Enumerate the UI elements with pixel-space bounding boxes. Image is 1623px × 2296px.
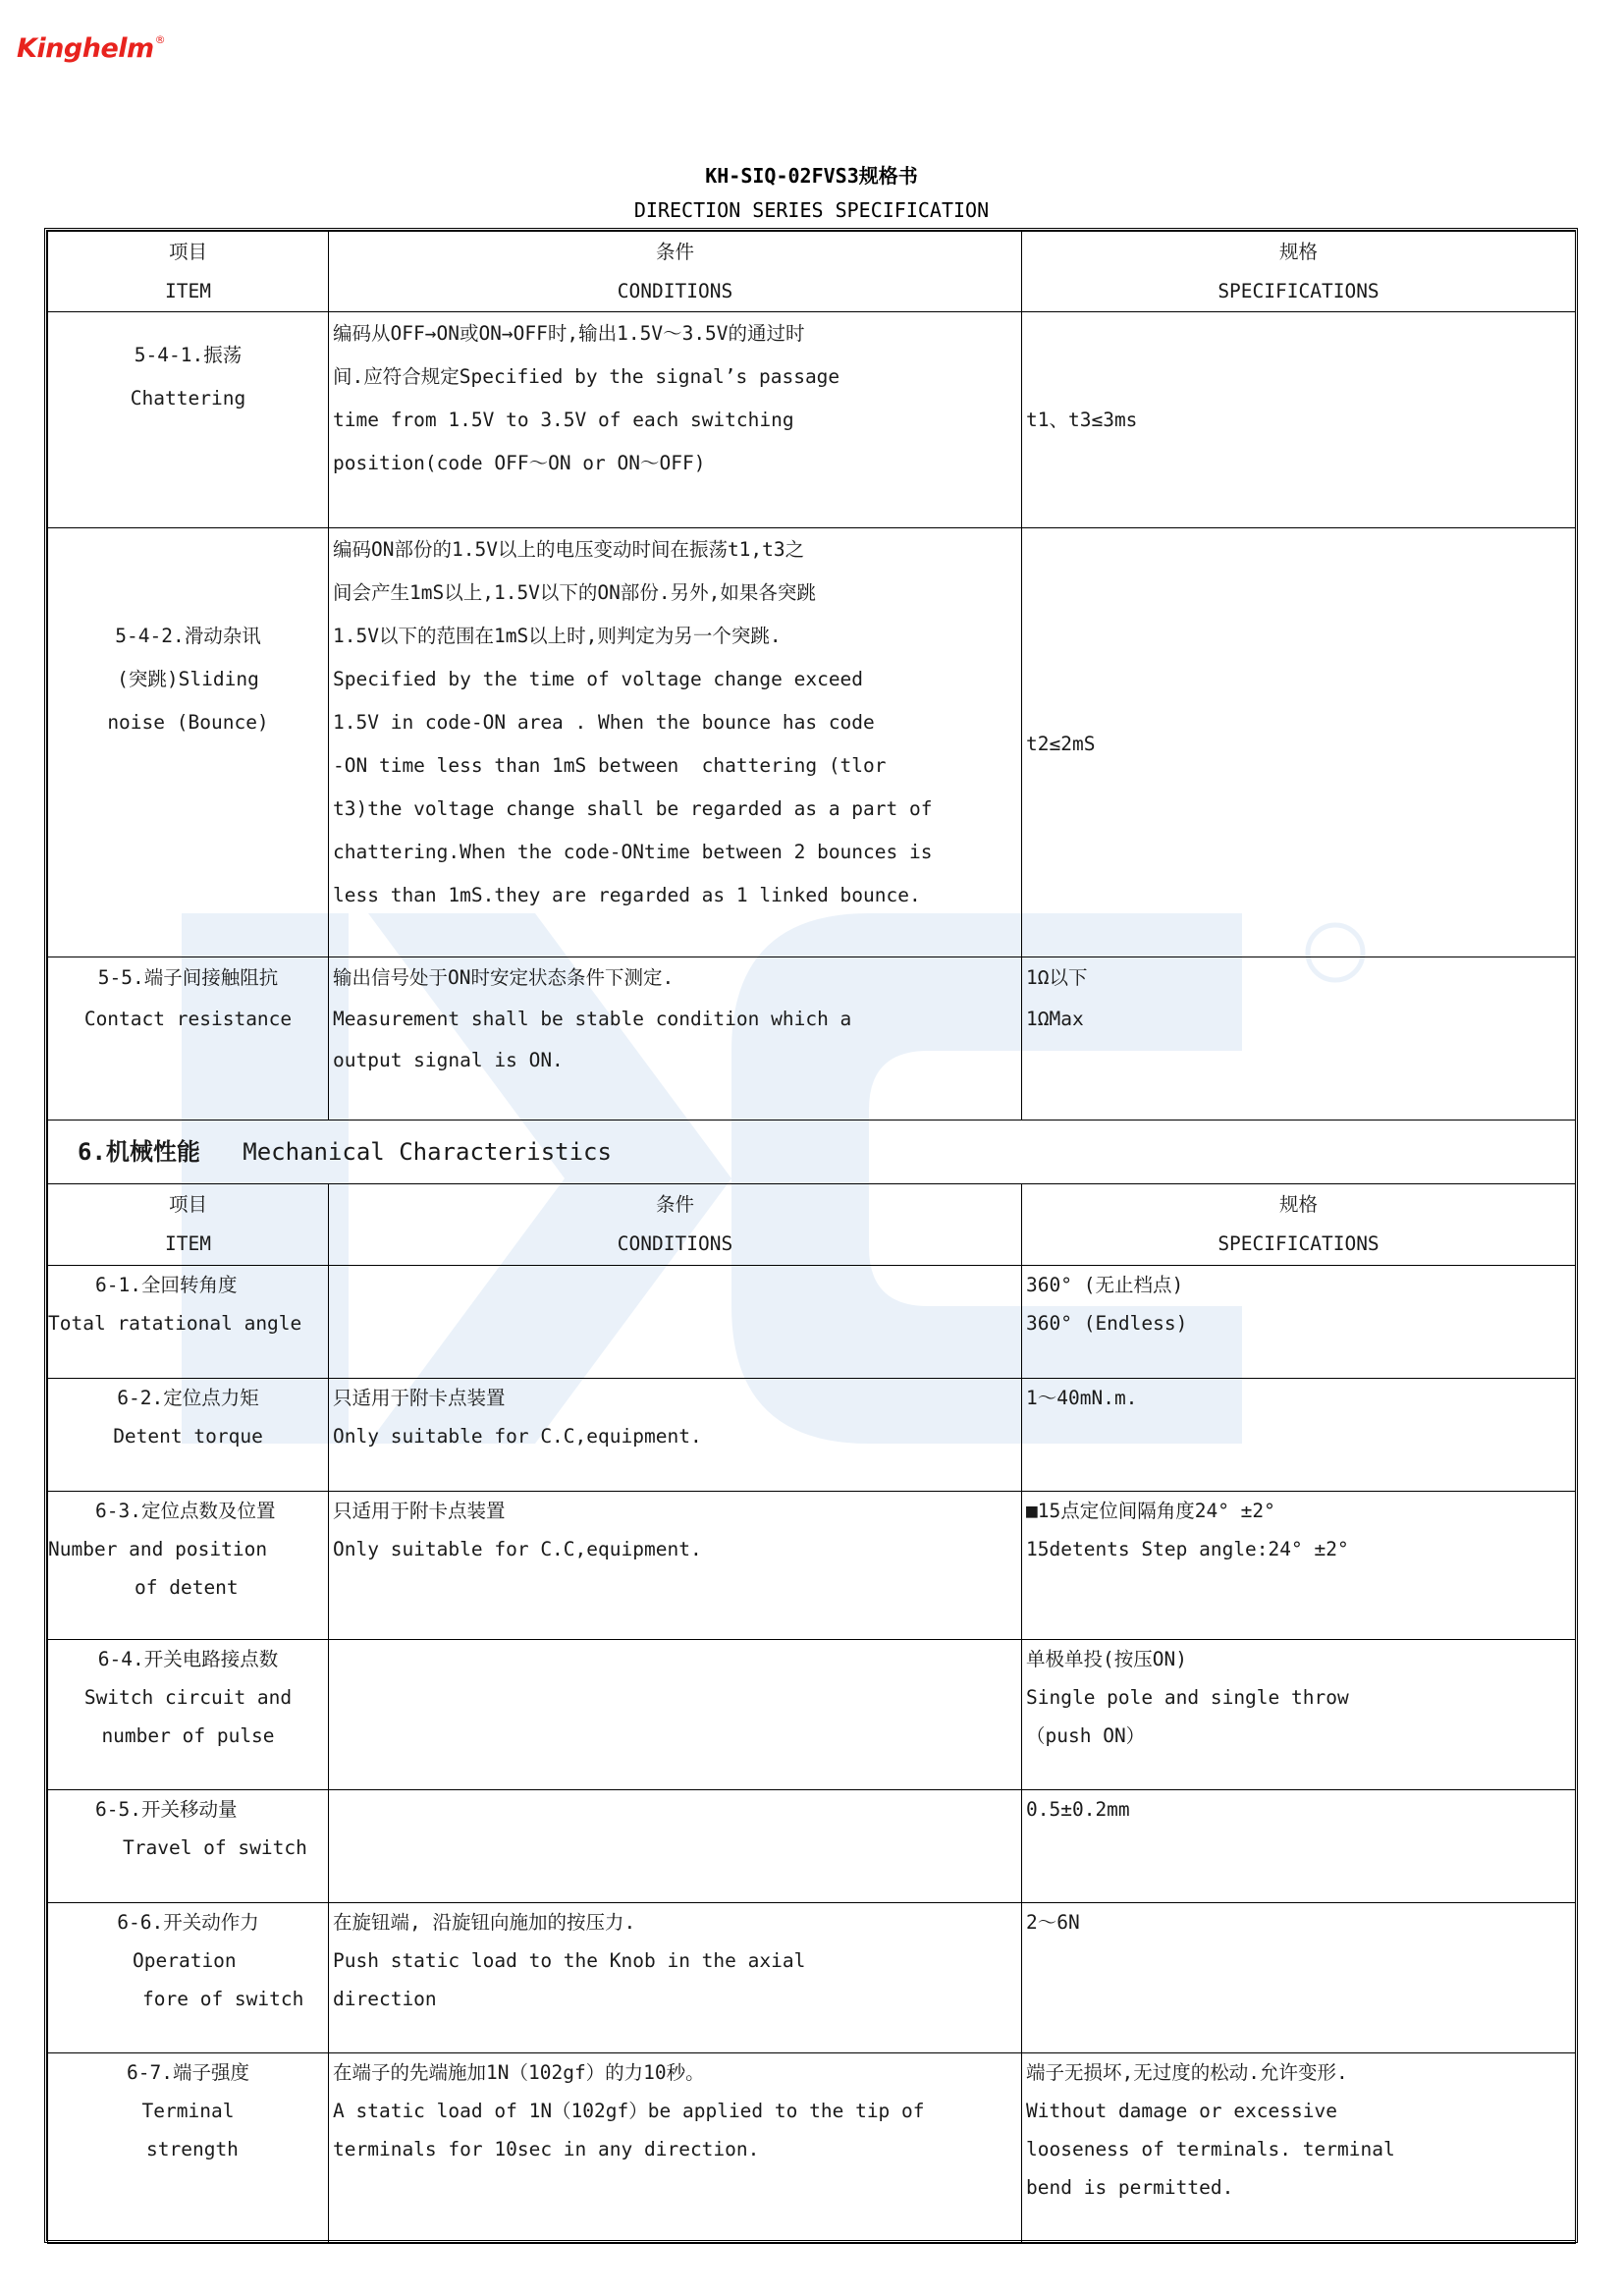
item-cell: 6-1.全回转角度 Total ratational angle bbox=[48, 1266, 329, 1379]
table-row bbox=[48, 1903, 1576, 2053]
header-conditions: 条件 CONDITIONS bbox=[329, 232, 1022, 312]
conditions-cell bbox=[329, 1266, 1022, 1379]
item-cell: 6-7.端子强度 Terminal strength bbox=[48, 2053, 329, 2244]
conditions-cell bbox=[329, 1640, 1022, 1790]
header-specifications: 规格 SPECIFICATIONS bbox=[1022, 1184, 1576, 1266]
header-item: 项目 ITEM bbox=[48, 232, 329, 312]
specifications-cell: t2≤2mS bbox=[1022, 528, 1576, 957]
item-cell: 5-4-2.滑动杂讯 (突跳)Sliding noise (Bounce) bbox=[48, 528, 329, 957]
table-row bbox=[48, 957, 1576, 1121]
section-heading: 6.机械性能 Mechanical Characteristics bbox=[48, 1121, 1576, 1184]
specifications-cell: 2～6N bbox=[1022, 1903, 1576, 2053]
conditions-cell: 编码从OFF→ON或ON→OFF时,输出1.5V～3.5V的通过时 间.应符合规定Specified by the signal’s passage time from 1.5V to 3.5V of each switching position(code OFF～ON or ON～OFF) bbox=[329, 312, 1022, 528]
specifications-cell: 单极单投(按压ON) Single pole and single throw （push ON） bbox=[1022, 1640, 1576, 1790]
item-cell: 5-4-1.振荡 Chattering bbox=[48, 312, 329, 528]
specifications-cell: 1～40mN.m. bbox=[1022, 1379, 1576, 1492]
table-row bbox=[48, 2053, 1576, 2244]
header-conditions: 条件 CONDITIONS bbox=[329, 1184, 1022, 1266]
conditions-cell bbox=[329, 1790, 1022, 1903]
specifications-cell: 1Ω以下 1ΩMax bbox=[1022, 957, 1576, 1121]
header-specifications: 规格 SPECIFICATIONS bbox=[1022, 232, 1576, 312]
item-cell: 6-6.开关动作力 Operation fore of switch bbox=[48, 1903, 329, 2053]
table-row bbox=[48, 312, 1576, 528]
table-header-row bbox=[48, 232, 1576, 312]
table-row bbox=[48, 1492, 1576, 1640]
table-row bbox=[48, 528, 1576, 957]
conditions-cell: 在旋钮端, 沿旋钮向施加的按压力. Push static load to the Knob in the axial direction bbox=[329, 1903, 1022, 2053]
item-cell: 6-4.开关电路接点数 Switch circuit and number of pulse bbox=[48, 1640, 329, 1790]
document-title: KH-SIQ-02FVS3规格书 bbox=[705, 164, 918, 188]
specifications-cell: t1、t3≤3ms bbox=[1022, 312, 1576, 528]
specifications-cell: ■15点定位间隔角度24° ±2° 15detents Step angle:24° ±2° bbox=[1022, 1492, 1576, 1640]
specifications-cell: 端子无损坏,无过度的松动.允许变形. Without damage or excessive looseness of terminals. terminal bend is permitted. bbox=[1022, 2053, 1576, 2244]
header-item: 项目 ITEM bbox=[48, 1184, 329, 1266]
specifications-cell: 360° (无止档点) 360° (Endless) bbox=[1022, 1266, 1576, 1379]
table-row bbox=[48, 1640, 1576, 1790]
item-cell: 6-2.定位点力矩 Detent torque bbox=[48, 1379, 329, 1492]
specifications-cell: 0.5±0.2mm bbox=[1022, 1790, 1576, 1903]
table-header-row bbox=[48, 1184, 1576, 1266]
table-row bbox=[48, 1266, 1576, 1379]
conditions-cell: 在端子的先端施加1N（102gf）的力10秒。 A static load of 1N（102gf）be applied to the tip of terminals for 10sec in any direction. bbox=[329, 2053, 1022, 2244]
item-cell: 5-5.端子间接触阻抗 Contact resistance bbox=[48, 957, 329, 1121]
conditions-cell: 只适用于附卡点装置 Only suitable for C.C,equipment. bbox=[329, 1379, 1022, 1492]
table-row bbox=[48, 1379, 1576, 1492]
spec-table bbox=[47, 231, 1576, 2244]
document-subtitle: DIRECTION SERIES SPECIFICATION bbox=[633, 198, 990, 222]
table-row bbox=[48, 1790, 1576, 1903]
item-cell: 6-3.定位点数及位置 Number and position of detent bbox=[48, 1492, 329, 1640]
item-cell: 6-5.开关移动量 Travel of switch bbox=[48, 1790, 329, 1903]
conditions-cell: 输出信号处于ON时安定状态条件下测定. Measurement shall be stable condition which a output signal is ON. bbox=[329, 957, 1022, 1121]
section-heading-row bbox=[48, 1121, 1576, 1184]
kinghelm-logo: Kinghelm® bbox=[17, 33, 166, 64]
conditions-cell: 只适用于附卡点装置 Only suitable for C.C,equipment. bbox=[329, 1492, 1022, 1640]
conditions-cell: 编码ON部份的1.5V以上的电压变动时间在振荡t1,t3之 间会产生1mS以上,1.5V以下的ON部份.另外,如果各突跳 1.5V以下的范围在1mS以上时,则判定为另一个突跳. Specified by the time of voltage change exceed 1.5V in code-ON area . When the bounce has code -ON time less than 1mS between chattering (tlor t3)the voltage change shall be regarded as a part of chattering.When the code-ONtime between 2 bounces is less than 1mS.they are regarded as 1 linked bounce. bbox=[329, 528, 1022, 957]
